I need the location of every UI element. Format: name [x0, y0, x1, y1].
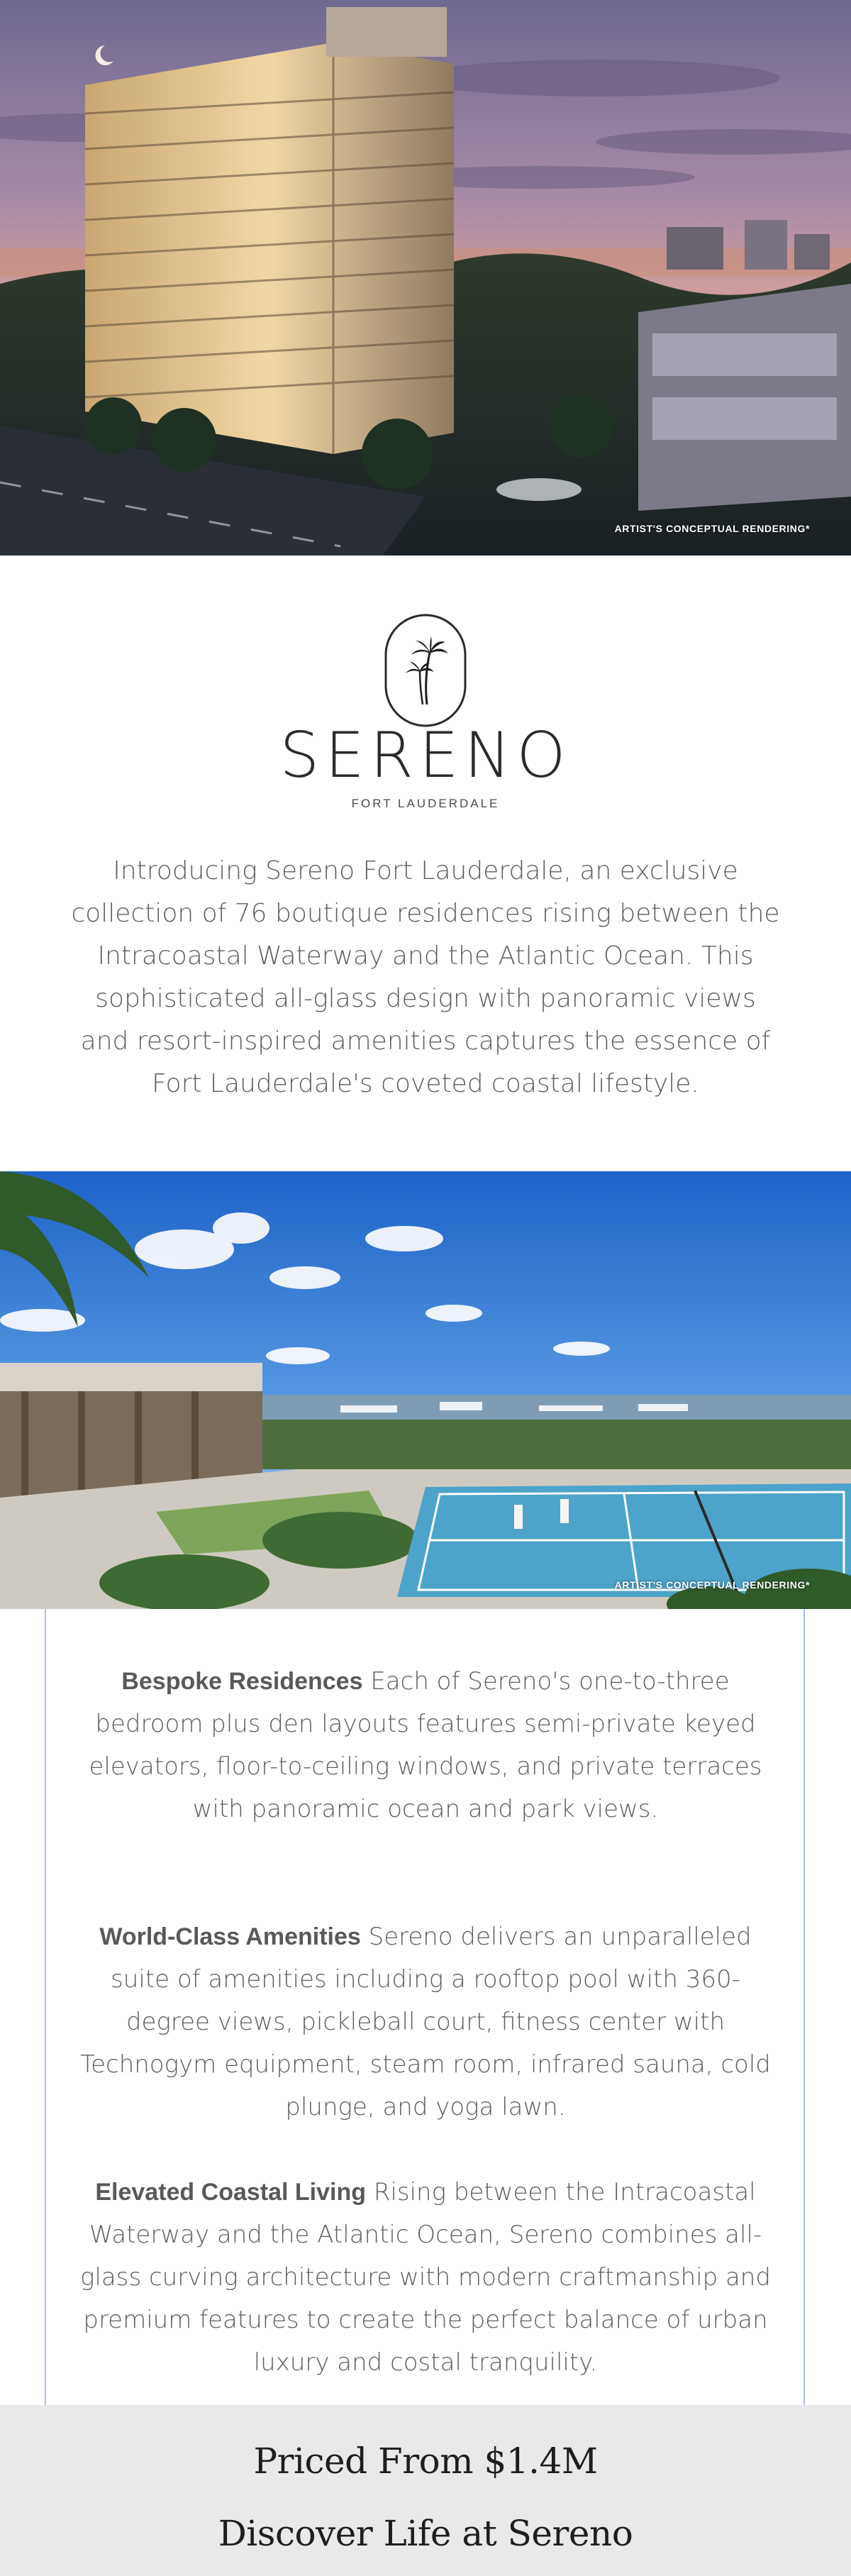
feature-bespoke-residences [74, 1660, 777, 1830]
feature-elevated-coastal-living [74, 2171, 777, 2384]
brand-name: SERENO [279, 719, 572, 792]
feature-title: World-Class Amenities [99, 1923, 361, 1950]
rendering-caption: ARTIST'S CONCEPTUAL RENDERING* [614, 523, 810, 534]
intro-paragraph: Introducing Sereno Fort Lauderdale, an exclusive collection of 76 boutique residences rising between the Intracoastal Waterway and the Atlantic Ocean. This sophisticated all-glass design with panoramic views and resort-inspired amenities captures the essence of Fort Lauderdale's coveted coastal lifestyle. [71, 856, 780, 1098]
feature-body: Rising between the Intracoastal Waterway and the Atlantic Ocean, Sereno combines all-glass curving architecture with modern craftmanship and premium features to create the perfect balance of urban luxury and costal tranquility. [80, 2178, 771, 2377]
feature-title: Elevated Coastal Living [95, 2179, 367, 2206]
brand-section [0, 555, 851, 1171]
discover-link[interactable]: Discover Life at Sereno [218, 2513, 633, 2554]
hero-section [0, 0, 851, 555]
price-heading: Priced From $1.4M [253, 2440, 598, 2482]
feature-title: Bespoke Residences [121, 1668, 363, 1695]
amenity-section [0, 1171, 851, 1609]
feature-body: Each of Sereno's one-to-three bedroom plus den layouts features semi-private keyed elevators, floor-to-ceiling windows, and private terraces with panoramic ocean and park views. [89, 1667, 762, 1823]
feature-body: Sereno delivers an unparalleled suite of amenities including a rooftop pool with 360-degree views, pickleball court, fitness center with Technogym equipment, steam room, infrared sauna, cold plunge, and yoga lawn. [80, 1923, 771, 2121]
footer-section [0, 2405, 851, 2576]
feature-world-class-amenities [74, 1916, 777, 2128]
palm-tree-arch-icon [383, 612, 468, 729]
rooftop-pickleball-rendering-image [0, 1171, 851, 1609]
brand-location: FORT LAUDERDALE [351, 797, 500, 810]
tower-rendering-image [0, 0, 851, 555]
rendering-caption: ARTIST'S CONCEPTUAL RENDERING* [614, 1579, 810, 1591]
features-section [45, 1609, 805, 2405]
